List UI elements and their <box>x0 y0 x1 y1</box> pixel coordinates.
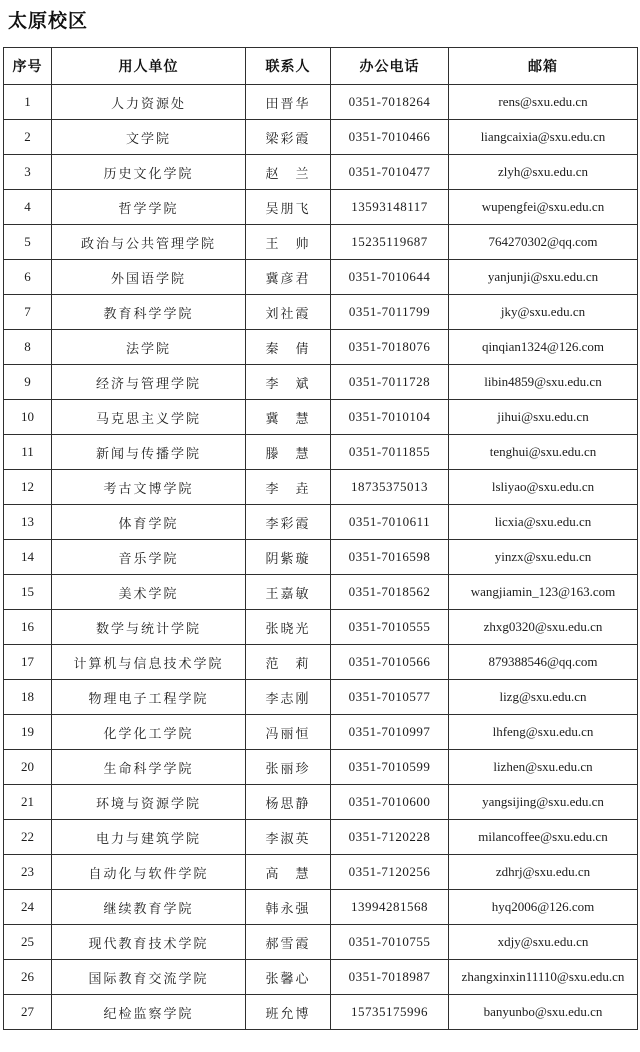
cell-index: 12 <box>4 470 52 505</box>
cell-email: libin4859@sxu.edu.cn <box>449 365 638 400</box>
table-header <box>4 48 638 85</box>
cell-email: wupengfei@sxu.edu.cn <box>449 190 638 225</box>
cell-phone: 15235119687 <box>331 225 449 260</box>
cell-contact: 李 斌 <box>246 365 331 400</box>
header-cell-phone: 办公电话 <box>331 48 449 85</box>
table-row <box>4 295 638 330</box>
table-row <box>4 715 638 750</box>
cell-contact: 李志刚 <box>246 680 331 715</box>
cell-email: yangsijing@sxu.edu.cn <box>449 785 638 820</box>
cell-email: wangjiamin_123@163.com <box>449 575 638 610</box>
cell-contact: 李彩霞 <box>246 505 331 540</box>
cell-unit: 教育科学学院 <box>52 295 246 330</box>
cell-email: 764270302@qq.com <box>449 225 638 260</box>
cell-index: 4 <box>4 190 52 225</box>
cell-phone: 0351-7010755 <box>331 925 449 960</box>
cell-contact: 冀 慧 <box>246 400 331 435</box>
cell-index: 22 <box>4 820 52 855</box>
cell-email: zlyh@sxu.edu.cn <box>449 155 638 190</box>
table-row <box>4 85 638 120</box>
cell-contact: 班允博 <box>246 995 331 1030</box>
table-row <box>4 470 638 505</box>
table-row <box>4 820 638 855</box>
table-row <box>4 365 638 400</box>
cell-phone: 0351-7016598 <box>331 540 449 575</box>
cell-phone: 0351-7120256 <box>331 855 449 890</box>
cell-contact: 滕 慧 <box>246 435 331 470</box>
cell-phone: 0351-7011728 <box>331 365 449 400</box>
cell-unit: 化学化工学院 <box>52 715 246 750</box>
cell-phone: 0351-7011855 <box>331 435 449 470</box>
cell-index: 13 <box>4 505 52 540</box>
cell-unit: 纪检监察学院 <box>52 995 246 1030</box>
cell-index: 25 <box>4 925 52 960</box>
cell-unit: 数学与统计学院 <box>52 610 246 645</box>
cell-index: 14 <box>4 540 52 575</box>
table-row <box>4 995 638 1030</box>
cell-index: 8 <box>4 330 52 365</box>
cell-phone: 0351-7018264 <box>331 85 449 120</box>
cell-email: yanjunji@sxu.edu.cn <box>449 260 638 295</box>
cell-contact: 李淑英 <box>246 820 331 855</box>
cell-email: hyq2006@126.com <box>449 890 638 925</box>
cell-contact: 刘社霞 <box>246 295 331 330</box>
cell-index: 21 <box>4 785 52 820</box>
cell-contact: 田晋华 <box>246 85 331 120</box>
cell-index: 24 <box>4 890 52 925</box>
cell-index: 9 <box>4 365 52 400</box>
table-row <box>4 855 638 890</box>
cell-email: tenghui@sxu.edu.cn <box>449 435 638 470</box>
cell-unit: 法学院 <box>52 330 246 365</box>
cell-unit: 经济与管理学院 <box>52 365 246 400</box>
cell-unit: 电力与建筑学院 <box>52 820 246 855</box>
cell-index: 6 <box>4 260 52 295</box>
cell-phone: 0351-7011799 <box>331 295 449 330</box>
cell-index: 26 <box>4 960 52 995</box>
cell-unit: 体育学院 <box>52 505 246 540</box>
cell-index: 15 <box>4 575 52 610</box>
cell-contact: 韩永强 <box>246 890 331 925</box>
cell-index: 16 <box>4 610 52 645</box>
cell-email: licxia@sxu.edu.cn <box>449 505 638 540</box>
cell-email: jky@sxu.edu.cn <box>449 295 638 330</box>
cell-contact: 李 垚 <box>246 470 331 505</box>
cell-phone: 13994281568 <box>331 890 449 925</box>
cell-contact: 王 帅 <box>246 225 331 260</box>
cell-index: 10 <box>4 400 52 435</box>
cell-phone: 0351-7010466 <box>331 120 449 155</box>
cell-contact: 范 莉 <box>246 645 331 680</box>
cell-index: 18 <box>4 680 52 715</box>
cell-contact: 杨思静 <box>246 785 331 820</box>
table-row <box>4 750 638 785</box>
cell-unit: 外国语学院 <box>52 260 246 295</box>
cell-email: qinqian1324@126.com <box>449 330 638 365</box>
cell-email: zdhrj@sxu.edu.cn <box>449 855 638 890</box>
cell-email: lizhen@sxu.edu.cn <box>449 750 638 785</box>
cell-contact: 赵 兰 <box>246 155 331 190</box>
cell-unit: 计算机与信息技术学院 <box>52 645 246 680</box>
contact-table <box>3 47 638 1030</box>
table-row <box>4 890 638 925</box>
table-body <box>4 85 638 1030</box>
cell-unit: 历史文化学院 <box>52 155 246 190</box>
cell-contact: 张丽珍 <box>246 750 331 785</box>
cell-unit: 生命科学学院 <box>52 750 246 785</box>
cell-unit: 环境与资源学院 <box>52 785 246 820</box>
cell-phone: 0351-7010997 <box>331 715 449 750</box>
cell-contact: 秦 倩 <box>246 330 331 365</box>
table-row <box>4 575 638 610</box>
cell-unit: 现代教育技术学院 <box>52 925 246 960</box>
cell-phone: 18735375013 <box>331 470 449 505</box>
cell-phone: 0351-7010477 <box>331 155 449 190</box>
table-row <box>4 645 638 680</box>
table-row <box>4 925 638 960</box>
cell-contact: 郝雪霞 <box>246 925 331 960</box>
table-row <box>4 225 638 260</box>
cell-contact: 冀彦君 <box>246 260 331 295</box>
cell-unit: 哲学学院 <box>52 190 246 225</box>
cell-unit: 音乐学院 <box>52 540 246 575</box>
cell-contact: 王嘉敏 <box>246 575 331 610</box>
table-row <box>4 190 638 225</box>
cell-phone: 0351-7018987 <box>331 960 449 995</box>
cell-unit: 物理电子工程学院 <box>52 680 246 715</box>
cell-index: 1 <box>4 85 52 120</box>
cell-unit: 继续教育学院 <box>52 890 246 925</box>
cell-phone: 0351-7010555 <box>331 610 449 645</box>
cell-unit: 新闻与传播学院 <box>52 435 246 470</box>
page-title: 太原校区 <box>8 11 89 32</box>
header-cell-email: 邮箱 <box>449 48 638 85</box>
cell-unit: 国际教育交流学院 <box>52 960 246 995</box>
cell-unit: 人力资源处 <box>52 85 246 120</box>
cell-contact: 阴紫璇 <box>246 540 331 575</box>
cell-index: 3 <box>4 155 52 190</box>
cell-phone: 0351-7018562 <box>331 575 449 610</box>
cell-email: zhxg0320@sxu.edu.cn <box>449 610 638 645</box>
table-row <box>4 785 638 820</box>
cell-phone: 0351-7120228 <box>331 820 449 855</box>
cell-phone: 13593148117 <box>331 190 449 225</box>
cell-unit: 考古文博学院 <box>52 470 246 505</box>
header-row <box>4 48 638 85</box>
cell-email: xdjy@sxu.edu.cn <box>449 925 638 960</box>
table-row <box>4 960 638 995</box>
cell-email: banyunbo@sxu.edu.cn <box>449 995 638 1030</box>
cell-index: 5 <box>4 225 52 260</box>
cell-contact: 高 慧 <box>246 855 331 890</box>
header-cell-contact: 联系人 <box>246 48 331 85</box>
cell-index: 19 <box>4 715 52 750</box>
cell-index: 27 <box>4 995 52 1030</box>
table-row <box>4 680 638 715</box>
cell-email: lhfeng@sxu.edu.cn <box>449 715 638 750</box>
cell-phone: 0351-7018076 <box>331 330 449 365</box>
cell-index: 17 <box>4 645 52 680</box>
table-row <box>4 505 638 540</box>
cell-email: rens@sxu.edu.cn <box>449 85 638 120</box>
cell-email: liangcaixia@sxu.edu.cn <box>449 120 638 155</box>
header-cell-index: 序号 <box>4 48 52 85</box>
cell-unit: 马克思主义学院 <box>52 400 246 435</box>
table-row <box>4 120 638 155</box>
cell-phone: 0351-7010566 <box>331 645 449 680</box>
cell-email: yinzx@sxu.edu.cn <box>449 540 638 575</box>
cell-email: 879388546@qq.com <box>449 645 638 680</box>
cell-phone: 0351-7010599 <box>331 750 449 785</box>
cell-unit: 美术学院 <box>52 575 246 610</box>
table-row <box>4 260 638 295</box>
cell-contact: 吴朋飞 <box>246 190 331 225</box>
cell-phone: 0351-7010644 <box>331 260 449 295</box>
cell-email: zhangxinxin11110@sxu.edu.cn <box>449 960 638 995</box>
cell-email: lsliyao@sxu.edu.cn <box>449 470 638 505</box>
cell-unit: 文学院 <box>52 120 246 155</box>
table-row <box>4 610 638 645</box>
cell-contact: 张馨心 <box>246 960 331 995</box>
cell-index: 11 <box>4 435 52 470</box>
cell-index: 2 <box>4 120 52 155</box>
cell-index: 7 <box>4 295 52 330</box>
table-row <box>4 400 638 435</box>
table-row <box>4 155 638 190</box>
cell-contact: 梁彩霞 <box>246 120 331 155</box>
cell-phone: 0351-7010577 <box>331 680 449 715</box>
cell-contact: 冯丽恒 <box>246 715 331 750</box>
cell-email: lizg@sxu.edu.cn <box>449 680 638 715</box>
cell-phone: 0351-7010600 <box>331 785 449 820</box>
table-row <box>4 330 638 365</box>
cell-unit: 政治与公共管理学院 <box>52 225 246 260</box>
table-row <box>4 540 638 575</box>
cell-email: milancoffee@sxu.edu.cn <box>449 820 638 855</box>
cell-index: 23 <box>4 855 52 890</box>
cell-phone: 0351-7010611 <box>331 505 449 540</box>
cell-contact: 张晓光 <box>246 610 331 645</box>
header-cell-unit: 用人单位 <box>52 48 246 85</box>
cell-index: 20 <box>4 750 52 785</box>
cell-unit: 自动化与软件学院 <box>52 855 246 890</box>
cell-phone: 0351-7010104 <box>331 400 449 435</box>
table-row <box>4 435 638 470</box>
cell-phone: 15735175996 <box>331 995 449 1030</box>
cell-email: jihui@sxu.edu.cn <box>449 400 638 435</box>
